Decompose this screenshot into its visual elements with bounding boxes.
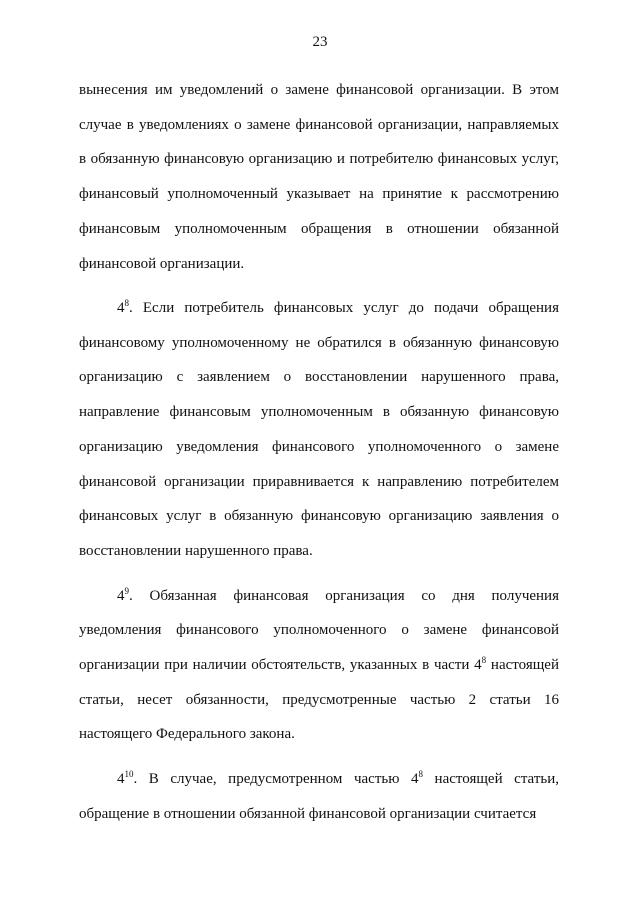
- reference-superscript: 8: [481, 655, 487, 666]
- paragraph-text-after-ref: настоящей статьи, обращение в отношении обязанной финансовой организации считается: [79, 771, 560, 822]
- paragraph-4-10: [79, 762, 559, 831]
- paragraph-number: 4: [117, 771, 125, 788]
- paragraph-text: . Если потребитель финансовых услуг до подачи обращения финансовому уполномоченному не обратился в обязанную финансовую организацию с заявлением о восстановлении нарушенного права, направление финансовым уполномоченным в обязанную финансовую организацию уведомления финансового уполномоченного о замене финансовой организации приравнивается к направлению потребителем финансовых услуг в обязанную финансовую организацию заявления о восстановлении нарушенного права.: [79, 300, 559, 559]
- paragraph-number-superscript: 10: [124, 769, 134, 780]
- reference-superscript: 8: [418, 769, 423, 780]
- paragraph-number: 4: [117, 587, 125, 604]
- paragraph-number: 4: [117, 300, 125, 316]
- page-number: 23: [312, 34, 328, 50]
- paragraph-text-before-ref: . Обязанная финансовая организация со дня получения уведомления финансового уполномоченного о замене финансовой организации при наличии обстоятельств, указанных в части 4: [79, 587, 559, 674]
- paragraph-text-after-ref: настоящей статьи, несет обязанности, предусмотренные частью 2 статьи 16 настоящего Федерального закона.: [79, 657, 559, 743]
- paragraph-continuation: вынесения им уведомлений о замене финансовой организации. В этом случае в уведомлениях о замене финансовой организации, направляемых в обязанную финансовую организацию и потребителю финансовых услуг, финансовый уполномоченный указывает на принятие к рассмотрению финансовым уполномоченным обращения в отношении обязанной финансовой организации.: [79, 82, 559, 272]
- document-body: [79, 73, 559, 832]
- paragraph-number-superscript: 9: [124, 585, 129, 596]
- paragraph-4-9: [79, 579, 559, 753]
- paragraph-text-before-ref: . В случае, предусмотренном частью 4: [133, 771, 419, 788]
- paragraph-4-8: [79, 291, 559, 569]
- paragraph-number-superscript: 8: [124, 298, 129, 308]
